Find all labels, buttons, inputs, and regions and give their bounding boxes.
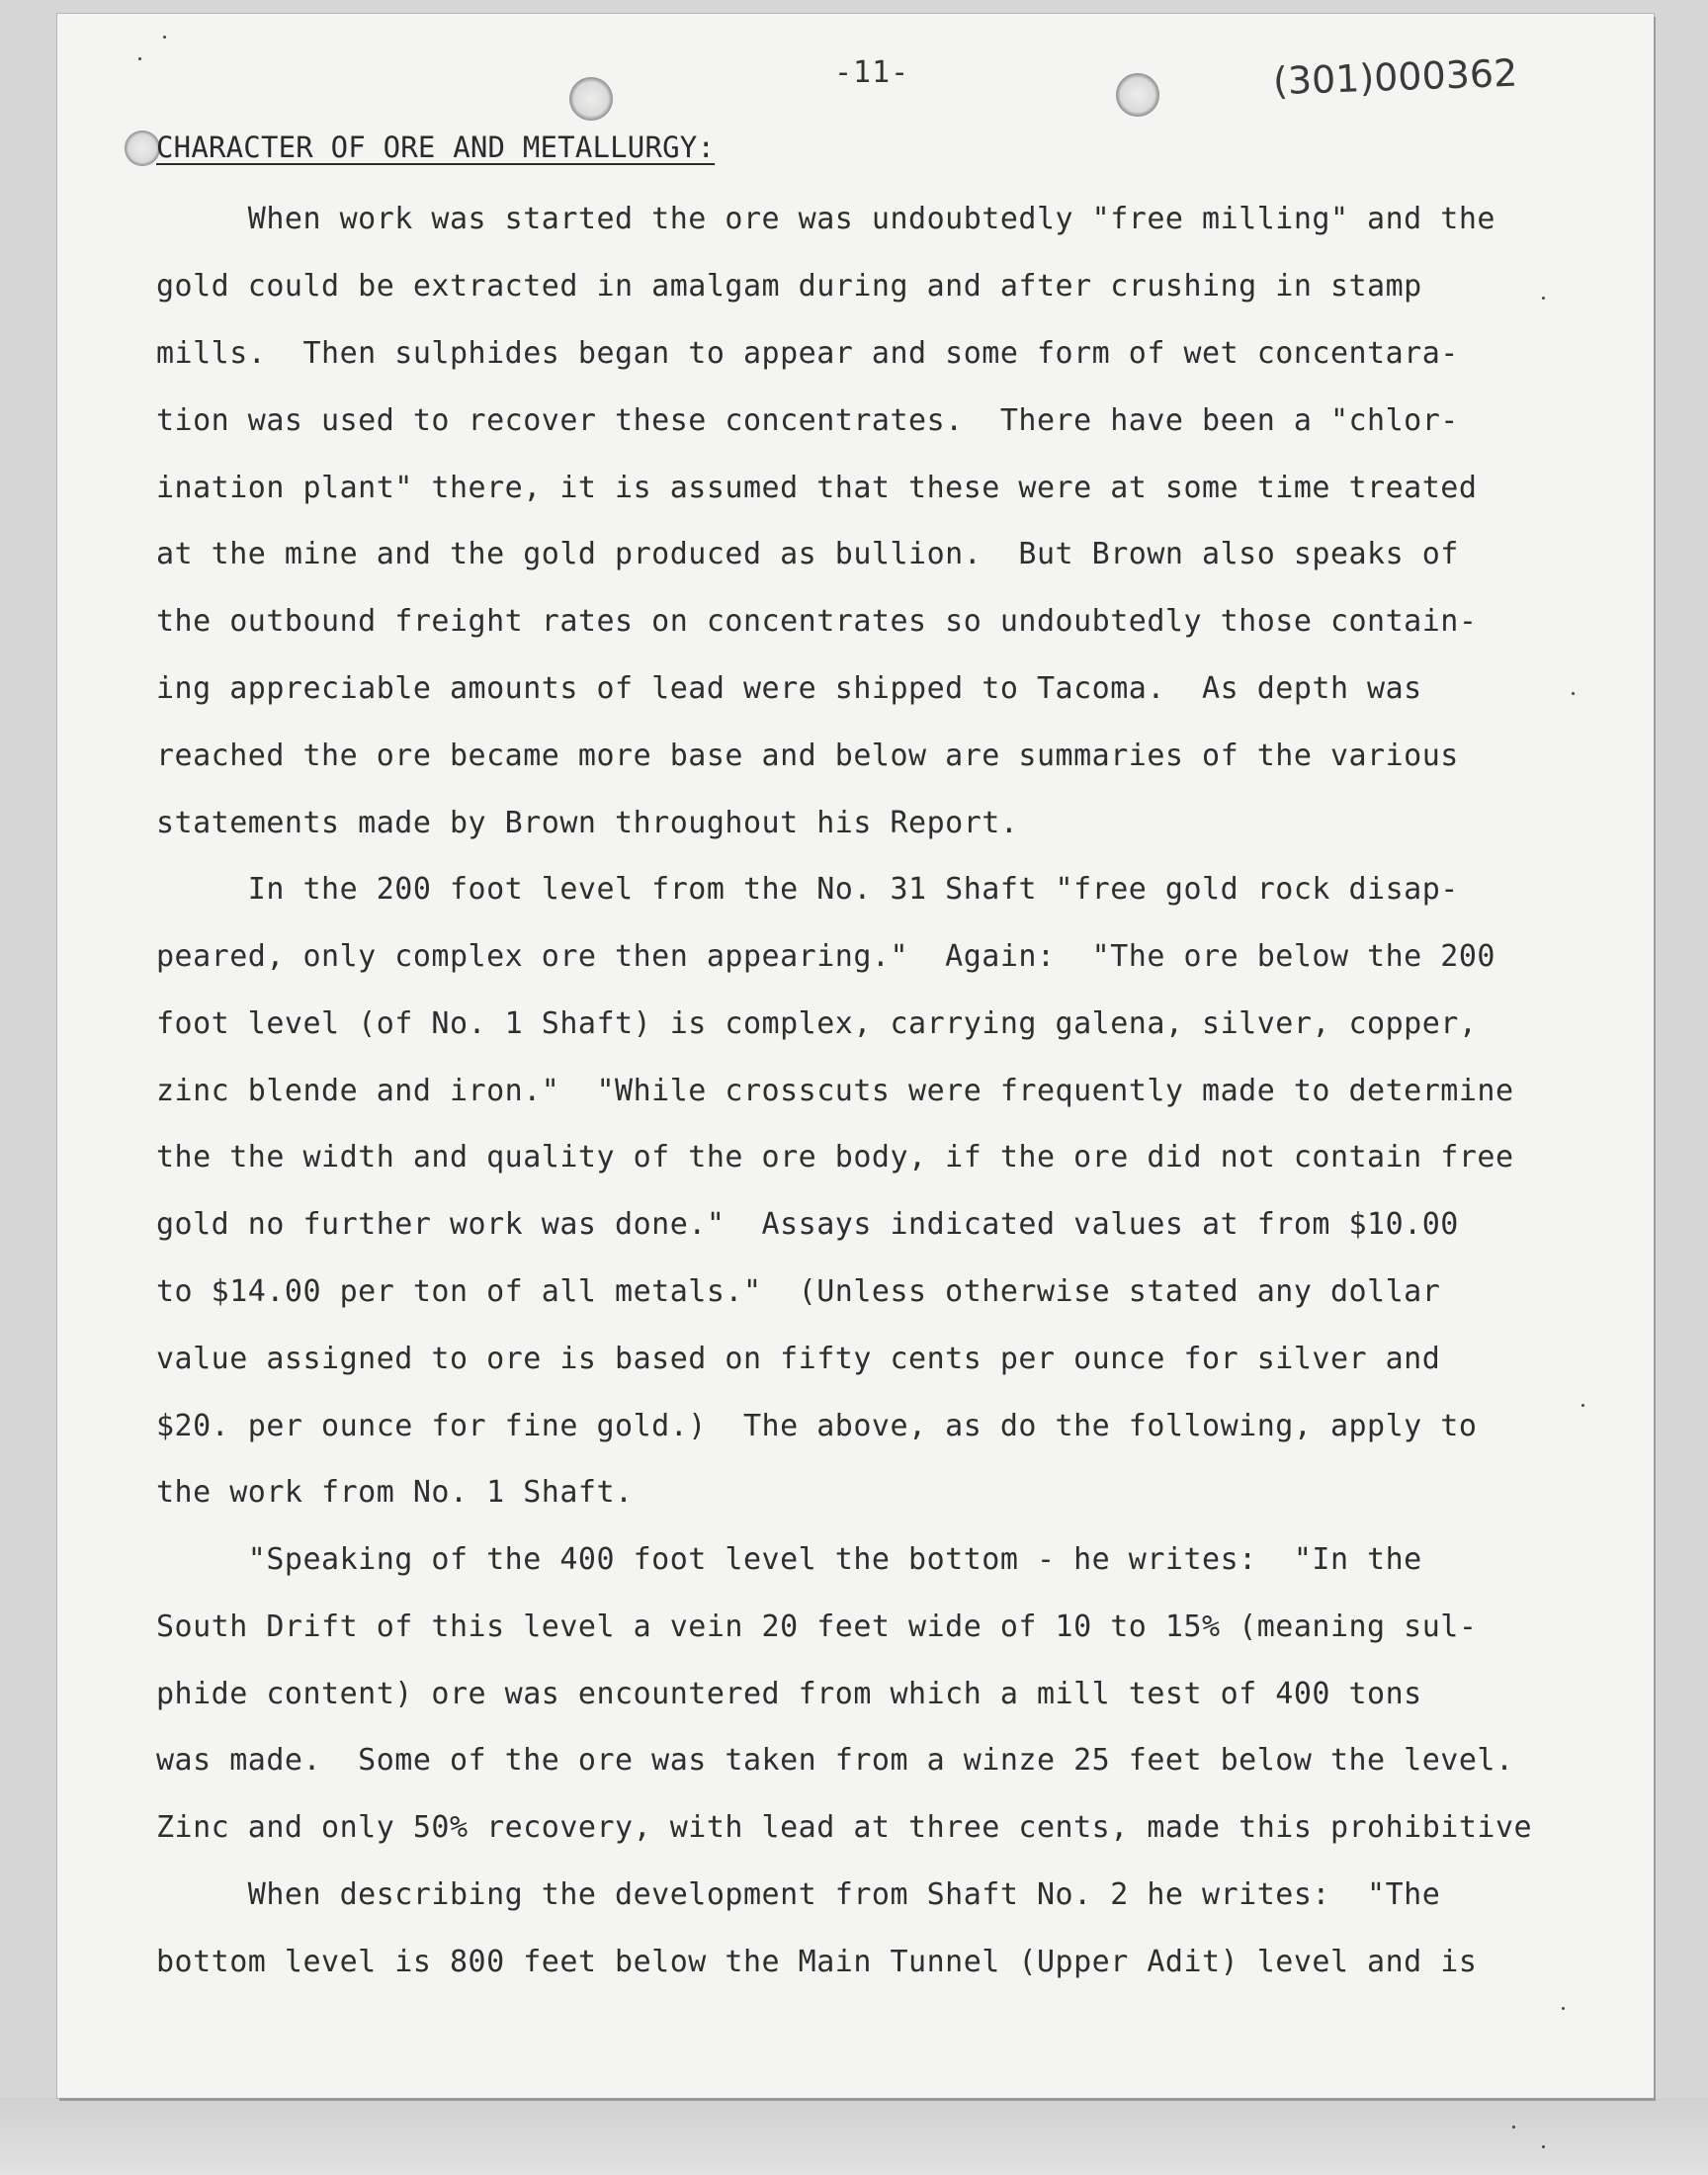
- speck: [138, 57, 141, 60]
- speck: [1572, 692, 1575, 695]
- text-line: Zinc and only 50% recovery, with lead at three cents, made this prohibitive: [156, 1810, 1533, 1845]
- text-line: the outbound freight rates on concentrates so undoubtedly those contain-: [156, 604, 1478, 639]
- text-line: gold no further work was done." Assays indicated values at from $10.00: [156, 1207, 1459, 1242]
- text-line: $20. per ounce for fine gold.) The above, as do the following, apply to: [156, 1409, 1478, 1443]
- text-line: zinc blende and iron." "While crosscuts were frequently made to determine: [156, 1074, 1514, 1108]
- text-line: mills. Then sulphides began to appear and some form of wet concentara-: [156, 336, 1459, 371]
- speck: [1562, 2007, 1565, 2010]
- text-line: phide content) ore was encountered from which a mill test of 400 tons: [156, 1677, 1422, 1711]
- text-line: "Speaking of the 400 foot level the bottom - he writes: "In the: [156, 1542, 1422, 1577]
- text-line: When work was started the ore was undoubtedly "free milling" and the: [156, 202, 1495, 236]
- section-heading: CHARACTER OF ORE AND METALLURGY:: [156, 130, 716, 164]
- text-line: bottom level is 800 feet below the Main Tunnel (Upper Adit) level and is: [156, 1945, 1478, 1979]
- speck: [1512, 2126, 1515, 2129]
- text-line: to $14.00 per ton of all metals." (Unless otherwise stated any dollar: [156, 1274, 1441, 1309]
- text-line: gold could be extracted in amalgam during and after crushing in stamp: [156, 269, 1422, 304]
- punch-hole-left: [569, 77, 613, 121]
- text-line: ination plant" there, it is assumed that these were at some time treated: [156, 471, 1478, 505]
- speck: [1581, 1404, 1584, 1407]
- punch-hole-margin: [125, 130, 160, 166]
- text-line: In the 200 foot level from the No. 31 Shaft "free gold rock disap-: [156, 872, 1459, 907]
- text-line: ing appreciable amounts of lead were shipped to Tacoma. As depth was: [156, 671, 1422, 706]
- text-line: at the mine and the gold produced as bullion. But Brown also speaks of: [156, 537, 1459, 571]
- speck: [1542, 2145, 1545, 2148]
- text-line: reached the ore became more base and below are summaries of the various: [156, 739, 1459, 773]
- document-id-stamp: (301)000362: [1272, 50, 1518, 104]
- text-line: South Drift of this level a vein 20 feet wide of 10 to 15% (meaning sul-: [156, 1610, 1478, 1644]
- document-page: [57, 14, 1654, 2098]
- text-line: peared, only complex ore then appearing." Again: "The ore below the 200: [156, 939, 1495, 974]
- speck: [1542, 297, 1545, 300]
- page-number: -11-: [834, 55, 910, 90]
- text-line: the work from No. 1 Shaft.: [156, 1475, 634, 1510]
- text-line: tion was used to recover these concentrates. There have been a "chlor-: [156, 403, 1459, 438]
- text-line: When describing the development from Shaft No. 2 he writes: "The: [156, 1877, 1441, 1912]
- punch-hole-right: [1116, 73, 1159, 117]
- text-line: was made. Some of the ore was taken from a winze 25 feet below the level.: [156, 1743, 1514, 1778]
- text-line: the the width and quality of the ore body, if the ore did not contain free: [156, 1140, 1514, 1174]
- speck: [163, 36, 166, 39]
- text-line: foot level (of No. 1 Shaft) is complex, carrying galena, silver, copper,: [156, 1006, 1478, 1041]
- text-line: statements made by Brown throughout his Report.: [156, 806, 1019, 840]
- scan-bottom-strip: [0, 2098, 1708, 2175]
- text-line: value assigned to ore is based on fifty cents per ounce for silver and: [156, 1342, 1441, 1376]
